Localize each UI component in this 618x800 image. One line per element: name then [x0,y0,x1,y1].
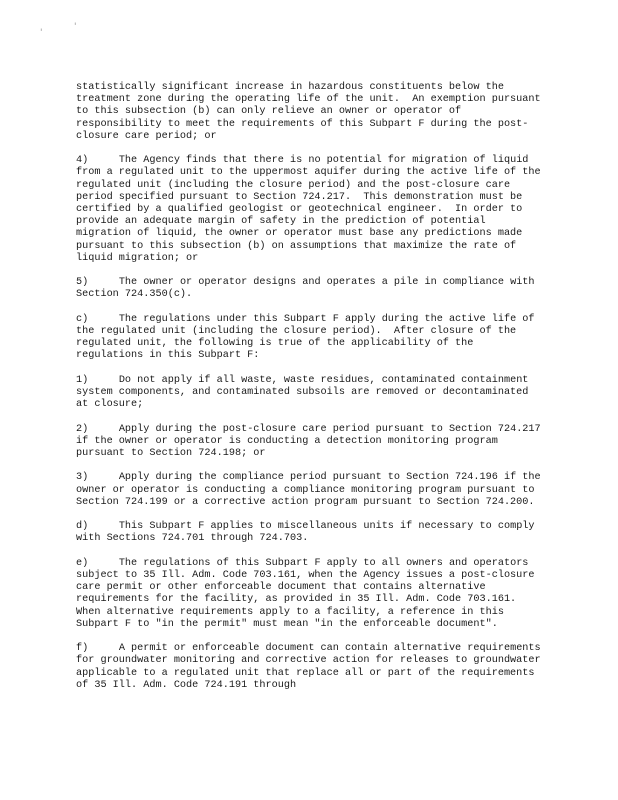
paragraph-c1 [76,375,546,412]
paragraph-text: Apply during the post-closure care period pursuant to Section 724.217 if the owner or operator is conducting a detection monitoring program pursuant to Section 724.198; or [76,423,547,460]
paragraph-c [76,314,546,363]
paragraph-text: A permit or enforceable document can contain alternative requirements for groundwater monitoring and corrective action for releases to groundwater applicable to a regulated unit that replace all or part of the requirements of 35 Ill. Adm. Code 724.191 through [76,643,547,691]
paragraph-continuation [76,82,546,143]
paragraph-label: 3) [76,472,89,484]
paragraph-label: 4) [76,155,89,167]
paragraph-text: The regulations under this Subpart F apply during the active life of the regulated unit (including the closure period). After closure of the regulated unit, the following is true of the applicability of the regulations in this Subpart F: [76,313,541,362]
paragraph-text: The regulations of this Subpart F apply to all owners and operators subject to 35 Ill. Adm. Code 703.161, when the Agency issues a post-closure care permit or other enforceable document that contains alternative requirements for the facility, as provided in 35 Ill. Adm. Code 703.161. When alternative requirements apply to a facility, a reference in this Subpart F to "in the permit" must mean "in the enforceable document". [76,557,541,630]
scan-speck: ' [74,22,77,32]
paragraph-text: This Subpart F applies to miscellaneous units if necessary to comply with Sections 724.701 through 724.703. [76,521,541,545]
paragraph-c3 [76,472,546,509]
paragraph-f [76,643,546,692]
paragraph-label: d) [76,521,89,533]
paragraph-label: f) [76,643,89,655]
document-page [76,82,546,704]
paragraph-label: c) [76,313,89,325]
paragraph-label: 5) [76,277,89,289]
paragraph-label: e) [76,557,89,569]
paragraph-text: The Agency finds that there is no potential for migration of liquid from a regulated unit to the uppermost aquifer during the active life of the regulated unit (including the closure period) and the post-closure care period specified pursuant to Section 724.217. This demonstration must be certified by a qualified geologist or geotechnical engineer. In order to provide an adequate margin of safety in the prediction of potential migration of liquid, the owner or operator must base any predictions made pursuant to this subsection (b) on assumptions that maximize the rate of liquid migration; or [76,155,547,264]
paragraph-label: 2) [76,423,89,435]
paragraph-text: The owner or operator designs and operates a pile in compliance with Section 724.350(c). [76,277,541,301]
paragraph-b4 [76,155,546,265]
paragraph-text: Do not apply if all waste, waste residues, contaminated containment system components, and contaminated subsoils are removed or decontaminated at closure; [76,374,535,411]
paragraph-label: 1) [76,374,89,386]
scan-speck: ' [40,28,43,38]
paragraph-d [76,521,546,545]
paragraph-text: Apply during the compliance period pursuant to Section 724.196 if the owner or operator is conducting a compliance monitoring program pursuant to Section 724.199 or a corrective action program pursuant to Section 724.200. [76,472,547,508]
paragraph-b5 [76,277,546,301]
paragraph-text: statistically significant increase in hazardous constituents below the treatment zone during the operating life of the unit. An exemption pursuant to this subsection (b) can only relieve an owner or operator of responsibility to meet the requirements of this Subpart F during the post-closure care period; or [76,82,547,142]
paragraph-c2 [76,424,546,461]
paragraph-e [76,558,546,631]
